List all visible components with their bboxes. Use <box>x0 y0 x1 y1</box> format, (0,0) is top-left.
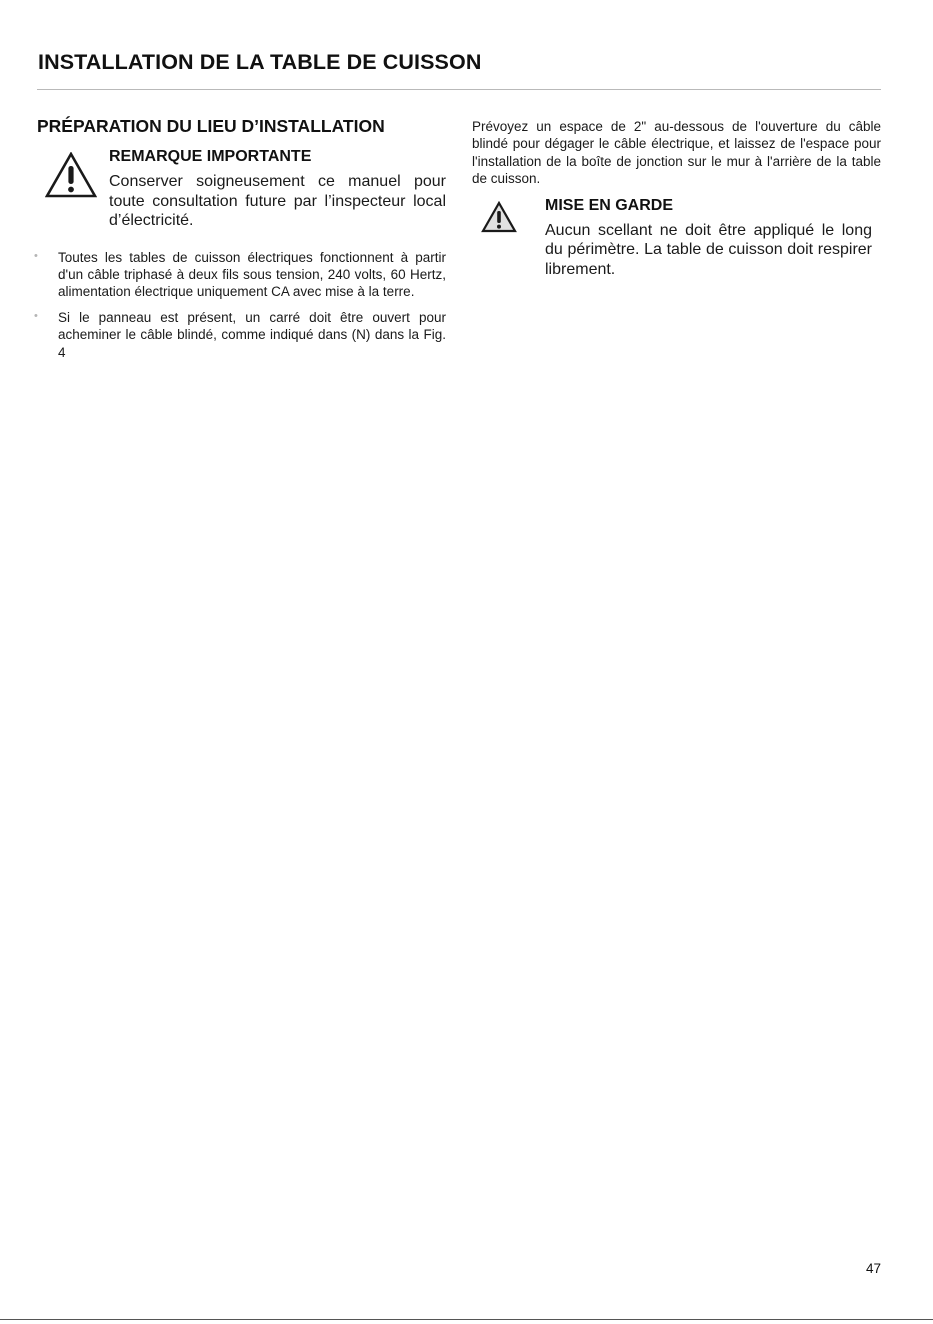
page-title: INSTALLATION DE LA TABLE DE CUISSON <box>38 50 482 74</box>
caution-title: MISE EN GARDE <box>545 196 674 214</box>
left-column <box>34 116 446 370</box>
important-notice <box>37 147 446 231</box>
warning-triangle-icon <box>481 201 517 238</box>
list-item <box>34 249 446 301</box>
notice-title: REMARQUE IMPORTANTE <box>109 148 312 165</box>
notice-text: Conserver soigneusement ce manuel pour toute consultation future par l’inspecteur local d’électricité. <box>109 173 446 229</box>
section-title: PRÉPARATION DU LIEU D’INSTALLATION <box>37 116 385 136</box>
warning-triangle-icon <box>45 152 97 203</box>
caution-notice <box>472 197 881 280</box>
bullet-marker: • <box>34 249 38 262</box>
list-item-text: Si le panneau est présent, un carré doit être ouvert pour acheminer le câble blindé, comme indiqué dans (N) dans la Fig. 4 <box>58 310 446 360</box>
bottom-edge-line <box>0 1319 933 1320</box>
list-item <box>34 309 446 361</box>
right-column <box>472 118 881 279</box>
clearance-paragraph: Prévoyez un espace de 2" au-dessous de l'ouverture du câble blindé pour dégager le câble électrique, et laissez de l'espace pour l'installation de la boîte de jonction sur le mur à l'arrière de la table de cuisson. <box>472 119 881 187</box>
bullet-marker: • <box>34 310 38 323</box>
page-number: 47 <box>865 1261 881 1276</box>
caution-text: Aucun scellant ne doit être appliqué le long du périmètre. La table de cuisson doit respirer librement. <box>545 221 872 278</box>
title-divider <box>37 89 881 90</box>
requirements-list <box>34 249 446 361</box>
list-item-text: Toutes les tables de cuisson électriques fonctionnent à partir d'un câble triphasé à deux fils sous tension, 240 volts, 60 Hertz, alimentation électrique uniquement CA avec mise à la terre. <box>58 249 446 299</box>
